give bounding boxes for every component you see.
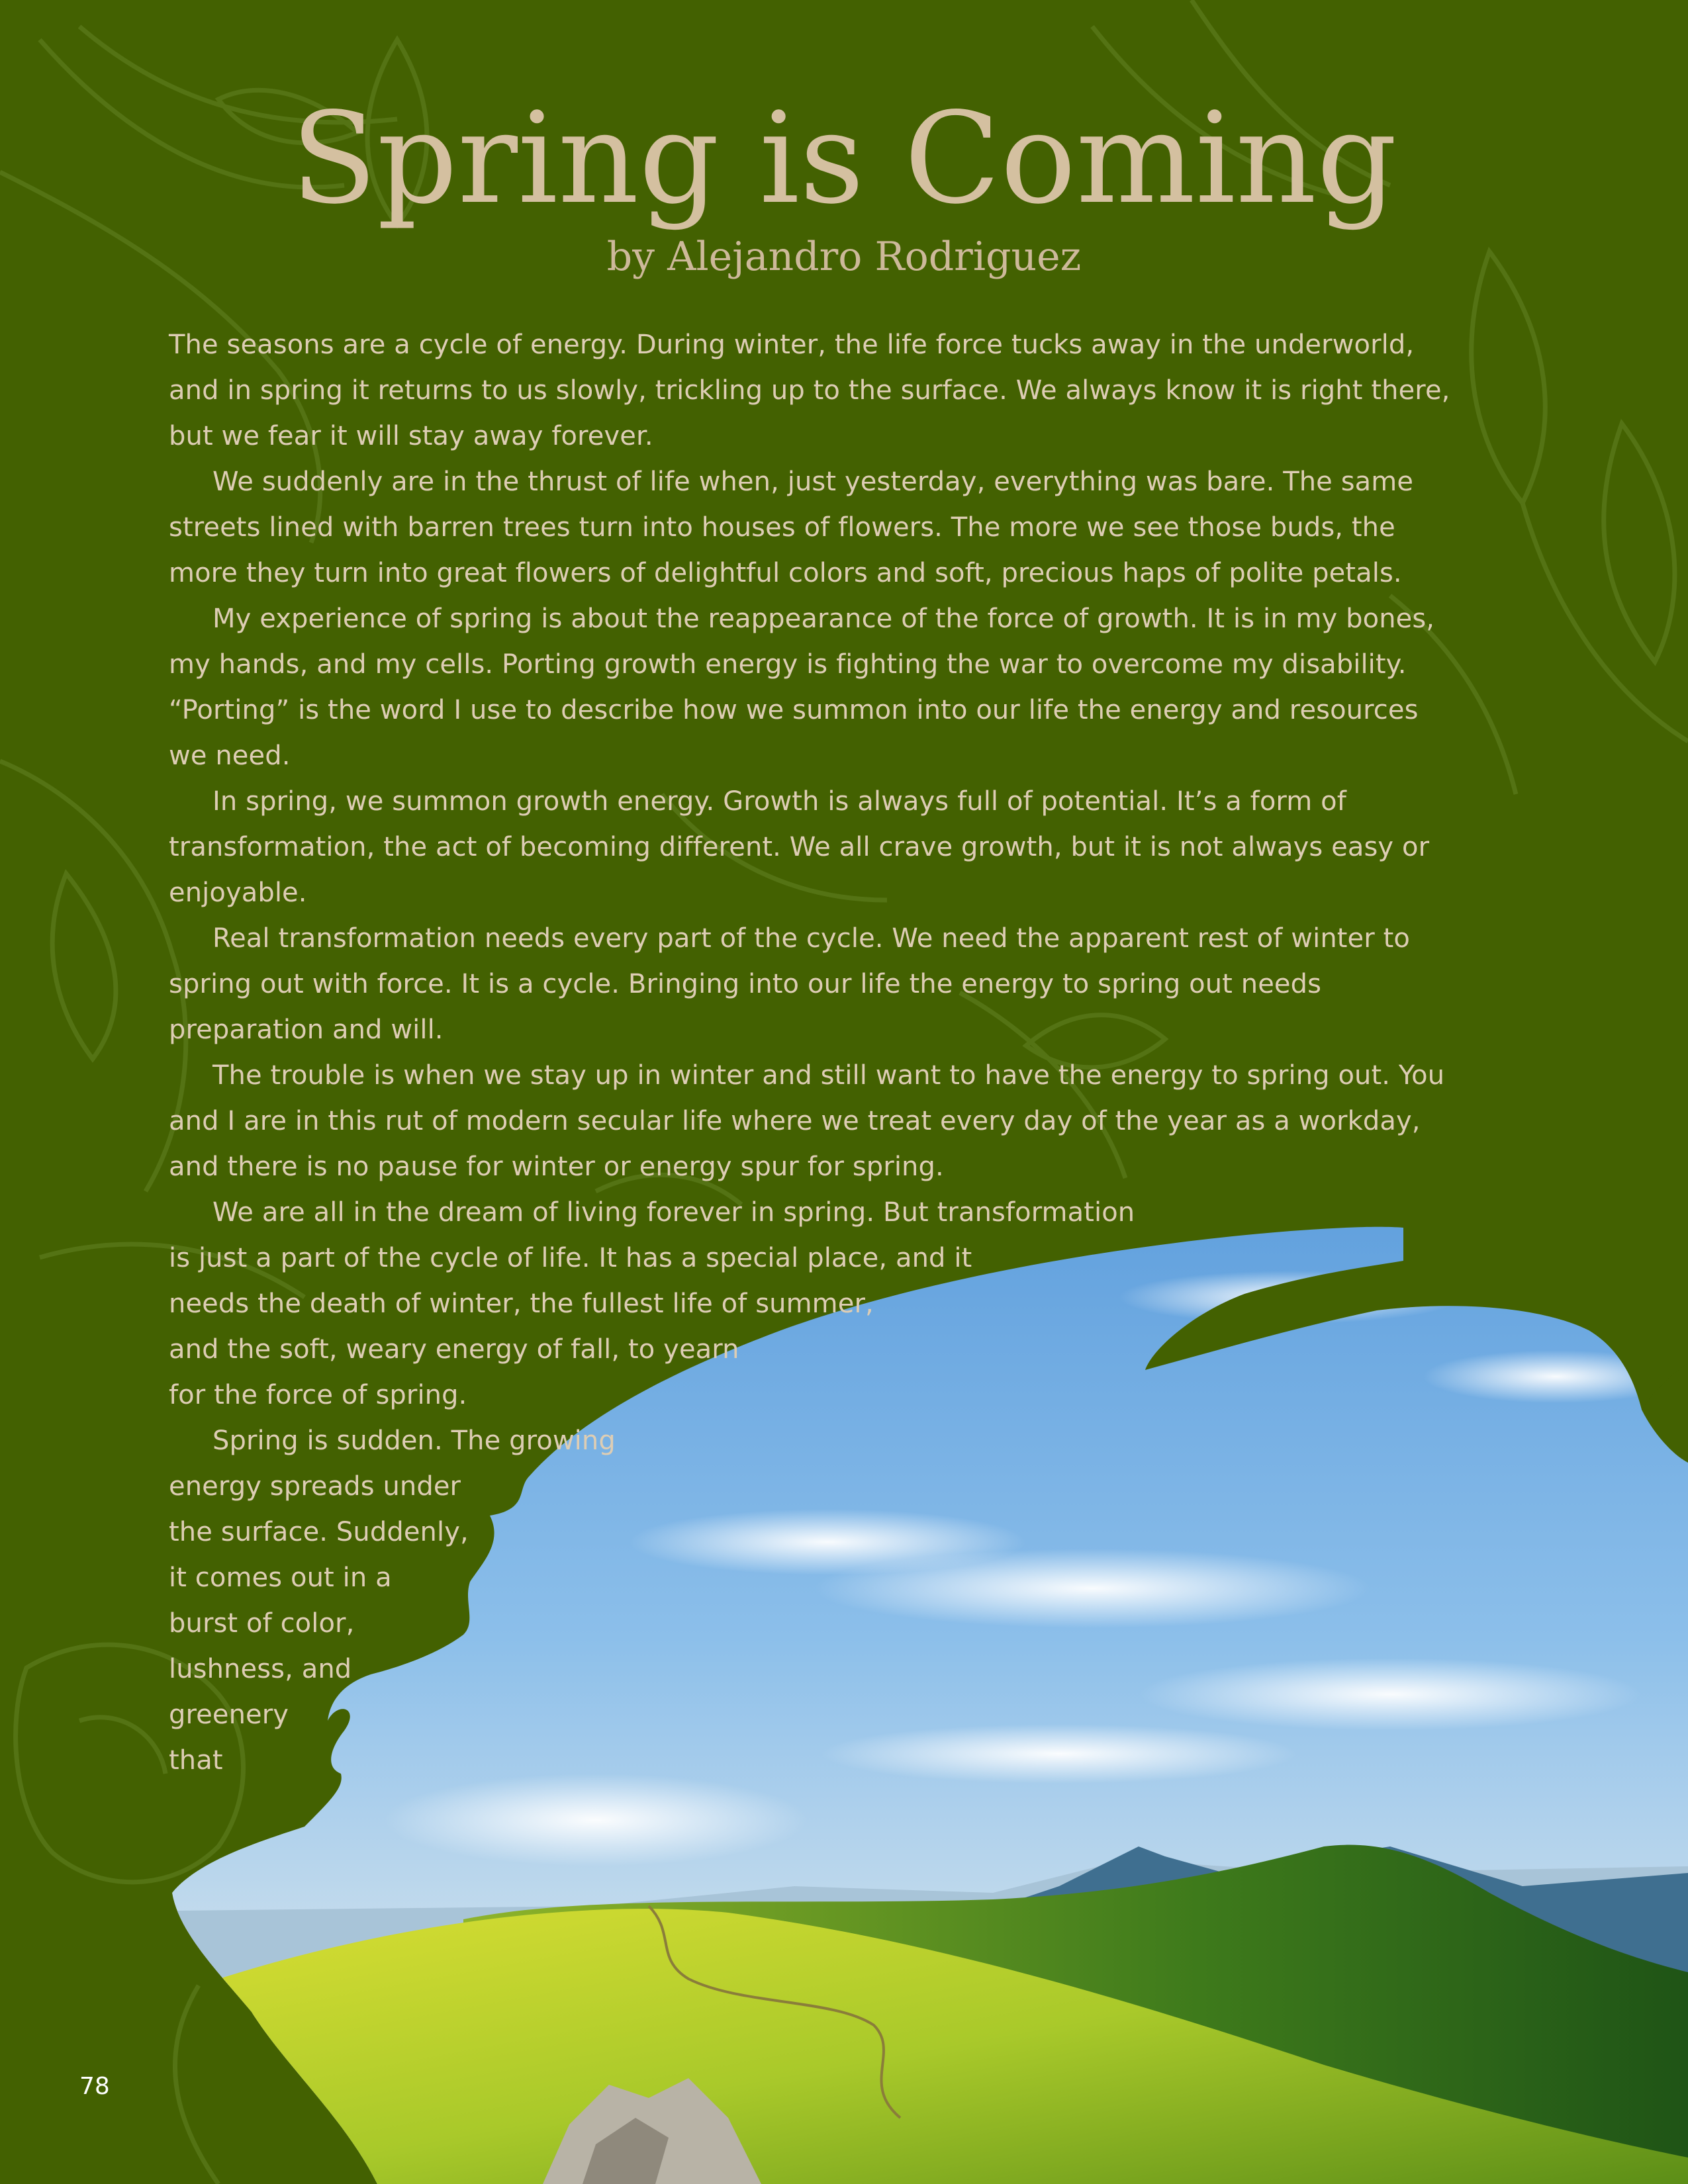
body-line: but we fear it will stay away forever. [169, 421, 653, 451]
article-byline: by Alejandro Rodriguez [606, 234, 1082, 280]
body-line: The seasons are a cycle of energy. During winter, the life force tucks away in the underworld, [169, 330, 1415, 360]
body-line: We suddenly are in the thrust of life when, just yesterday, everything was bare. The same [212, 467, 1414, 497]
body-line: is just a part of the cycle of life. It has a special place, and it [169, 1243, 972, 1273]
body-line: and there is no pause for winter or energy spur for spring. [169, 1152, 944, 1182]
body-line: that [169, 1745, 223, 1776]
body-line: needs the death of winter, the fullest life of summer, [169, 1289, 874, 1319]
article-title: Spring is Coming [291, 85, 1397, 232]
body-line: streets lined with barren trees turn into houses of flowers. The more we see those buds, the [169, 512, 1395, 543]
body-line: we need. [169, 741, 291, 771]
body-line: the surface. Suddenly, [169, 1517, 469, 1547]
body-line: The trouble is when we stay up in winter and still want to have the energy to spring out. You [212, 1060, 1445, 1091]
body-line: We are all in the dream of living forever in spring. But transformation [212, 1197, 1135, 1228]
body-line: my hands, and my cells. Porting growth energy is fighting the war to overcome my disability. [169, 649, 1407, 680]
body-line: and the soft, weary energy of fall, to yearn [169, 1334, 739, 1365]
body-line: more they turn into great flowers of delightful colors and soft, precious haps of polite petals. [169, 558, 1402, 588]
body-line: Real transformation needs every part of the cycle. We need the apparent rest of winter to [212, 923, 1410, 954]
body-line: and in spring it returns to us slowly, trickling up to the surface. We always know it is right there, [169, 375, 1450, 406]
body-line: and I are in this rut of modern secular life where we treat every day of the year as a workday, [169, 1106, 1421, 1136]
body-line: enjoyable. [169, 878, 307, 908]
body-line: burst of color, [169, 1608, 355, 1639]
body-line: for the force of spring. [169, 1380, 467, 1410]
body-line: “Porting” is the word I use to describe how we summon into our life the energy and resources [169, 695, 1419, 725]
body-line: My experience of spring is about the reappearance of the force of growth. It is in my bones, [212, 604, 1435, 634]
article-body [169, 322, 1519, 1784]
page-number: 78 [79, 2073, 110, 2100]
body-line: energy spreads under [169, 1471, 461, 1502]
body-line: transformation, the act of becoming different. We all crave growth, but it is not always easy or [169, 832, 1430, 862]
body-line: In spring, we summon growth energy. Growth is always full of potential. It’s a form of [212, 786, 1346, 817]
body-line: it comes out in a [169, 1563, 392, 1593]
body-line: preparation and will. [169, 1015, 444, 1045]
body-line: Spring is sudden. The growing [212, 1426, 616, 1456]
body-line: spring out with force. It is a cycle. Bringing into our life the energy to spring out needs [169, 969, 1322, 999]
body-line: lushness, and [169, 1654, 352, 1684]
body-line: greenery [169, 1700, 289, 1730]
